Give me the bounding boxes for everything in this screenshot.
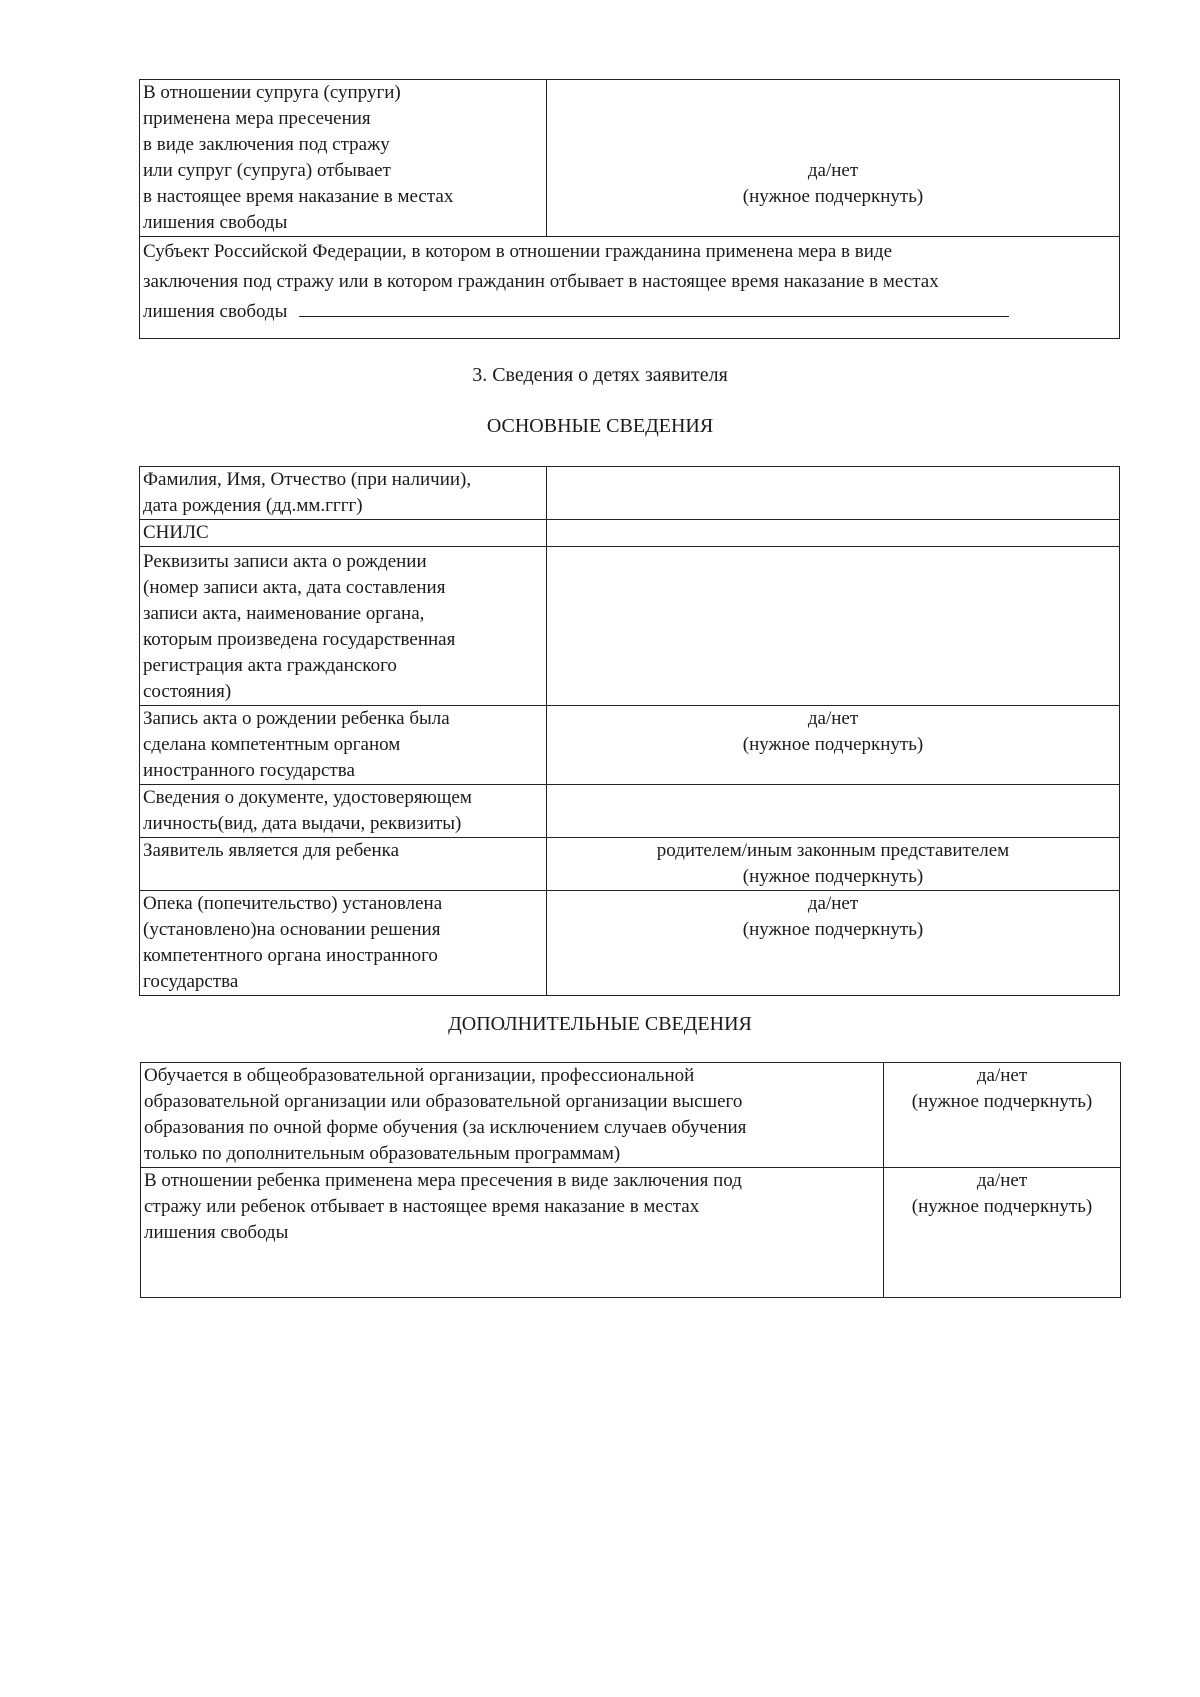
identity-doc-input-cell[interactable] bbox=[547, 785, 1120, 838]
table-row bbox=[140, 547, 1120, 706]
spouse-table bbox=[139, 79, 1120, 339]
fio-input-cell[interactable] bbox=[547, 467, 1120, 520]
guardianship-value[interactable]: да/нет (нужное подчеркнуть) bbox=[547, 891, 1120, 996]
child-detention-value[interactable]: да/нет (нужное подчеркнуть) bbox=[884, 1168, 1121, 1298]
table-row bbox=[141, 1168, 1121, 1298]
applicant-role-value[interactable]: родителем/иным законным представителем (нужное подчеркнуть) bbox=[547, 838, 1120, 891]
spouse-region-cell: Субъект Российской Федерации, в котором в отношении гражданина применена мера в виде заключения под стражу или в котором гражданин отбывает в настоящее время наказание в местах лишения свободы bbox=[140, 237, 1120, 339]
spouse-region-row bbox=[140, 237, 1120, 339]
row-label: Обучается в общеобразовательной организации, профессиональной образовательной организации или образовательной организации высшего образования по очной форме обучения (за исключением случаев обучения только по дополнительным образовательным программам) bbox=[141, 1063, 884, 1168]
table-row bbox=[140, 891, 1120, 996]
table-row bbox=[140, 520, 1120, 547]
spouse-detention-row bbox=[140, 80, 1120, 237]
additional-info-title: ДОПОЛНИТЕЛЬНЫЕ СВЕДЕНИЯ bbox=[448, 1013, 752, 1035]
table-row bbox=[140, 785, 1120, 838]
row-label: В отношении ребенка применена мера пресечения в виде заключения под стражу или ребенок отбывает в настоящее время наказание в местах лишения свободы bbox=[141, 1168, 884, 1298]
region-fill-line[interactable] bbox=[299, 304, 1009, 317]
basic-info-title: ОСНОВНЫЕ СВЕДЕНИЯ bbox=[486, 415, 714, 437]
table-row bbox=[140, 838, 1120, 891]
spouse-detention-label: В отношении супруга (супруги) применена мера пресечения в виде заключения под стражу или супруг (супруга) отбывает в настоящее время наказание в местах лишения свободы bbox=[140, 80, 547, 237]
birth-record-input-cell[interactable] bbox=[547, 547, 1120, 706]
table-row bbox=[140, 467, 1120, 520]
row-label: Опека (попечительство) установлена (установлено)на основании решения компетентного органа иностранного государства bbox=[140, 891, 547, 996]
row-label: Сведения о документе, удостоверяющем личность(вид, дата выдачи, реквизиты) bbox=[140, 785, 547, 838]
row-label: Реквизиты записи акта о рождении (номер записи акта, дата составления записи акта, наименование органа, которым произведена государственная регистрация акта гражданского состояния) bbox=[140, 547, 547, 706]
education-value[interactable]: да/нет (нужное подчеркнуть) bbox=[884, 1063, 1121, 1168]
spouse-detention-value[interactable]: да/нет (нужное подчеркнуть) bbox=[547, 80, 1120, 237]
row-label: СНИЛС bbox=[140, 520, 547, 547]
basic-info-table bbox=[139, 466, 1120, 996]
section-title: 3. Сведения о детях заявителя bbox=[472, 364, 728, 386]
table-row bbox=[141, 1063, 1121, 1168]
table-row bbox=[140, 706, 1120, 785]
row-label: Фамилия, Имя, Отчество (при наличии), дата рождения (дд.мм.гггг) bbox=[140, 467, 547, 520]
region-label: лишения свободы bbox=[143, 301, 288, 322]
row-label: Заявитель является для ребенка bbox=[140, 838, 547, 891]
additional-info-table bbox=[140, 1062, 1121, 1298]
snils-input-cell[interactable] bbox=[547, 520, 1120, 547]
foreign-record-value[interactable]: да/нет (нужное подчеркнуть) bbox=[547, 706, 1120, 785]
row-label: Запись акта о рождении ребенка была сделана компетентным органом иностранного государства bbox=[140, 706, 547, 785]
